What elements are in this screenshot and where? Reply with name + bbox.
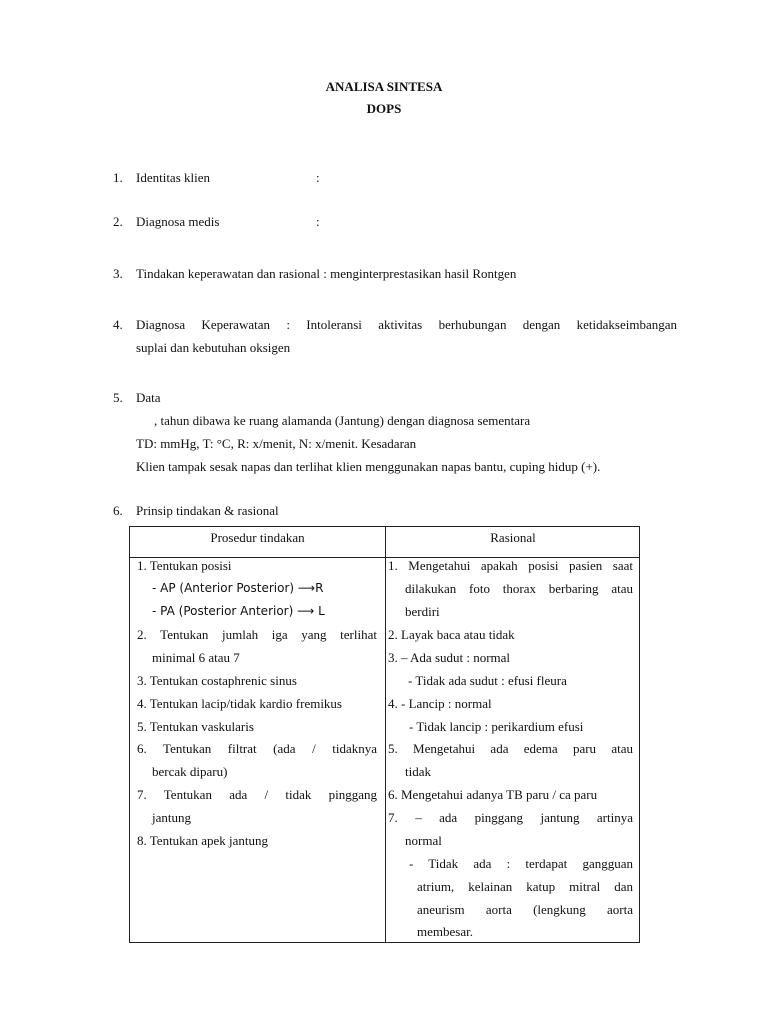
rationale-line: - Tidak ada sudut : efusi fleura [408,673,567,688]
procedure-line: 7. Tentukan ada / tidak pinggang [137,787,377,802]
rationale-line: tidak [405,764,431,779]
rationale-line: aneurism aorta (lengkung aorta [417,902,633,917]
rationale-line: membesar. [417,924,473,939]
item-number: 5. [113,390,123,405]
rationale-line: 2. Layak baca atau tidak [388,627,515,642]
rationale-line: 5. Mengetahui ada edema paru atau [388,741,633,756]
rationale-line: atrium, kelainan katup mitral dan [417,879,633,894]
table-header-rasional: Rasional [490,530,536,545]
procedure-line: 8. Tentukan apek jantung [137,833,268,848]
item-label-diagnosa-keperawatan-cont: suplai dan kebutuhan oksigen [136,340,291,355]
item-label-identitas: Identitas klien [136,170,211,185]
procedure-line: - AP (Anterior Posterior) ⟶R [152,581,324,595]
item-label-prinsip: Prinsip tindakan & rasional [136,503,279,518]
item-label-diagnosa-medis: Diagnosa medis [136,214,220,229]
procedure-line: - PA (Posterior Anterior) ⟶ L [152,604,325,618]
rationale-line: dilakukan foto thorax berbaring atau [405,581,633,596]
procedure-table [129,526,640,943]
item-number: 6. [113,503,123,518]
procedure-line: minimal 6 atau 7 [152,650,240,665]
item-label-tindakan: Tindakan keperawatan dan rasional : menginterprestasikan hasil Rontgen [136,266,517,281]
procedure-line: 5. Tentukan vaskularis [137,719,254,734]
item-colon: : [316,170,320,185]
procedure-line: 3. Tentukan costaphrenic sinus [137,673,297,688]
procedure-line: jantung [152,810,191,825]
table-header-prosedur: Prosedur tindakan [210,530,305,545]
procedure-line: 2. Tentukan jumlah iga yang terlihat [137,627,377,642]
procedure-line: bercak diparu) [152,764,228,779]
rationale-line: 7. – ada pinggang jantung artinya [388,810,633,825]
rationale-line: 6. Mengetahui adanya TB paru / ca paru [388,787,598,802]
rationale-line: 3. – Ada sudut : normal [388,650,511,665]
procedure-line: 4. Tentukan lacip/tidak kardio fremikus [137,696,342,711]
rationale-line: - Tidak lancip : perikardium efusi [409,719,584,734]
item-colon: : [316,214,320,229]
item-number: 2. [113,214,123,229]
procedure-line: 1. Tentukan posisi [137,558,232,573]
procedure-line: 6. Tentukan filtrat (ada / tidaknya [137,741,377,756]
item-label-diagnosa-keperawatan: Diagnosa Keperawatan : Intoleransi aktivitas berhubungan dengan ketidakseimbangan [136,317,677,332]
data-line-3: Klien tampak sesak napas dan terlihat klien menggunakan napas bantu, cuping hidup (+). [136,459,601,474]
rationale-line: normal [405,833,442,848]
data-line-2: TD: mmHg, T: °C, R: x/menit, N: x/menit. Kesadaran [136,436,417,451]
data-line-1: , tahun dibawa ke ruang alamanda (Jantung) dengan diagnosa sementara [154,413,531,428]
table-column-divider [385,527,386,942]
item-label-data: Data [136,390,161,405]
rationale-line: 4. - Lancip : normal [388,696,492,711]
item-number: 4. [113,317,123,332]
rationale-line: - Tidak ada : terdapat gangguan [409,856,633,871]
item-number: 1. [113,170,123,185]
item-number: 3. [113,266,123,281]
rationale-line: 1. Mengetahui apakah posisi pasien saat [388,558,633,573]
document-title: ANALISA SINTESA [325,79,443,94]
document-subtitle: DOPS [366,101,402,116]
rationale-line: berdiri [405,604,440,619]
